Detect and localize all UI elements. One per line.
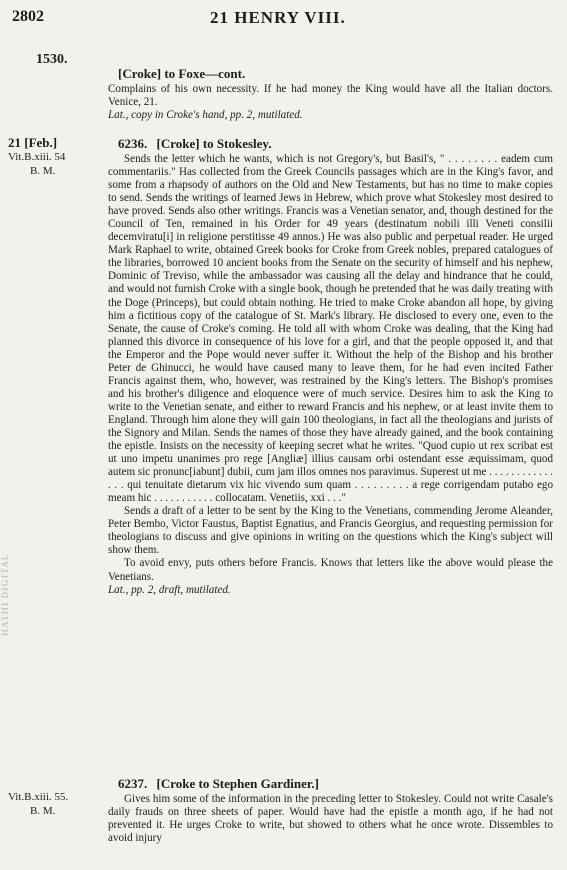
entry-6236-meta: Lat., pp. 2, draft, mutilated. [108,583,231,596]
library-watermark: HATHI DIGITAL [0,553,10,637]
entry-6237-para1: Gives him some of the information in the preceding letter to Stokesley. Could not write Casale's daily frauds on three sheets of paper. Would have had the epistle a month ago, if he had not prevented it. He urges Croke to write, but showed to others what he once wrote. Dissembles to avoid injury [108,793,553,845]
entry-6236-body [108,153,553,597]
entry-6236-date: 21 [Feb.] [8,135,58,150]
entry-6237-heading [118,776,319,792]
prev-entry-text: Complains of his own necessity. If he had money the King would have all the Italian doctors. Venice, 21. [108,83,553,109]
page-number: 2802 [12,8,44,25]
prev-entry-body [108,83,553,122]
prev-entry-title: [Croke] to Foxe—cont. [118,66,246,81]
entry-6237-title: [Croke to Stephen Gardiner.] [156,776,319,791]
entry-6236-para2: Sends a draft of a letter to be sent by the King to the Venetians, commending Jerome Aleander, Peter Bembo, Victor Faustus, Baptist Egnatius, and Francis Georgius, and requesting permission for theologians to discuss and give opinions in writing on the questions which the King's subject will show them. [108,505,553,557]
prev-entry-meta: Lat., copy in Croke's hand, pp. 2, mutilated. [108,109,303,122]
entry-6236-heading [118,136,271,152]
entry-6237-source: Vit.B.xiii. 55. [8,791,69,803]
entry-6236-para1: Sends the letter which he wants, which is not Gregory's, but Basil's, " . . . . . . . . eadem cum commentariis." Has collected from the Greek Councils passages which are in the King's favor, and some from a rhapsody of authors on the Old and New Testaments, but has no time to make copies to send. Sends the writings of learned Jews in Hebrew, which prove what Stokesley most desired to have proved. Sends also other writings. Francis was a Venetian senator, and, though destined for the Council of Ten, remained in his Order for 49 years (destinatum nobili illi Veneti consilii decemviratu[i] in religione perstitisse 49 annos.) He was also public and perpetual reader. He urged Mark Raphael to write, obtained Greek books for Croke from Greek nobles, prepared catalogues of the libraries, borrowed 10 ancient books from the Senate on the security of himself and his nephew, Dominic of Treviso, while the ambassador was causing all the delay and hindrance that he could, and would not furnish Croke with a single book, though he pretended that he was daily treating with the Doge (Princeps), but could obtain nothing. He tried to make Croke abandon all hope, by giving him a fictitious copy of the catalogue of St. Mark's library. He disclosed to every one, even to the Senate, the cause of Croke's coming. He told all with whom Croke was dealing, that the King had planned this divorce in consequence of his love for a girl, and that the people opposed it, and that the Emperor and the Pope would never suffer it. Without the help of the Bishop and his brother Peter de Ghinucci, he would have caused many to leave them, for he had even incited Father Francis against them, who, however, was restrained by the King's letters. The Bishop's promises and his brother's diligence and eloquence were of much service. Desires him to ask the King to write to the Venetian senate, and either to reward Francis and his nephew, or at least invite them to England. Through him alone they will gain 100 theologians, in fact all the theologians and jurists of the Signory and Milan. Sends the names of those they have already gained, and the book containing the epistle. Insists on the necessity of keeping secret what he writes. "Quod cupio ut rex scribat est ut uno impetu unanimes pro rege [Angliæ] illius causam orbi ostendant esse æquissimam, quod autem sic pronunc[iabunt] dubii, cum jam illos omnes nos paravimus. Superest ut me . . . . . . . . . . . . . . . qui tenuitate dietarum vix hic vivendo sum quam . . . . . . . . . a rege corrigendam putabo ego meam hic . . . . . . . . . . . collocatam. Venetiis, xxi . . ." [108,153,553,505]
entry-6236-archive: B. M. [30,165,56,177]
entry-6236-margin [8,136,98,178]
running-title: 21 HENRY VIII. [210,8,346,27]
year-marker: 1530. [36,52,68,67]
entry-6236-para3: To avoid envy, puts others before Francis. Knows that letters like the above would please the Venetians. [108,557,553,583]
entry-6236-number: 6236. [118,136,148,151]
entry-6237-number: 6237. [118,776,148,791]
entry-6237-margin [8,776,98,818]
entry-6237-archive: B. M. [30,805,56,817]
entry-6237-body [108,793,553,845]
entry-6236-title: [Croke] to Stokesley. [156,136,272,151]
entry-6236-source: Vit.B.xiii. 54 [8,151,66,163]
